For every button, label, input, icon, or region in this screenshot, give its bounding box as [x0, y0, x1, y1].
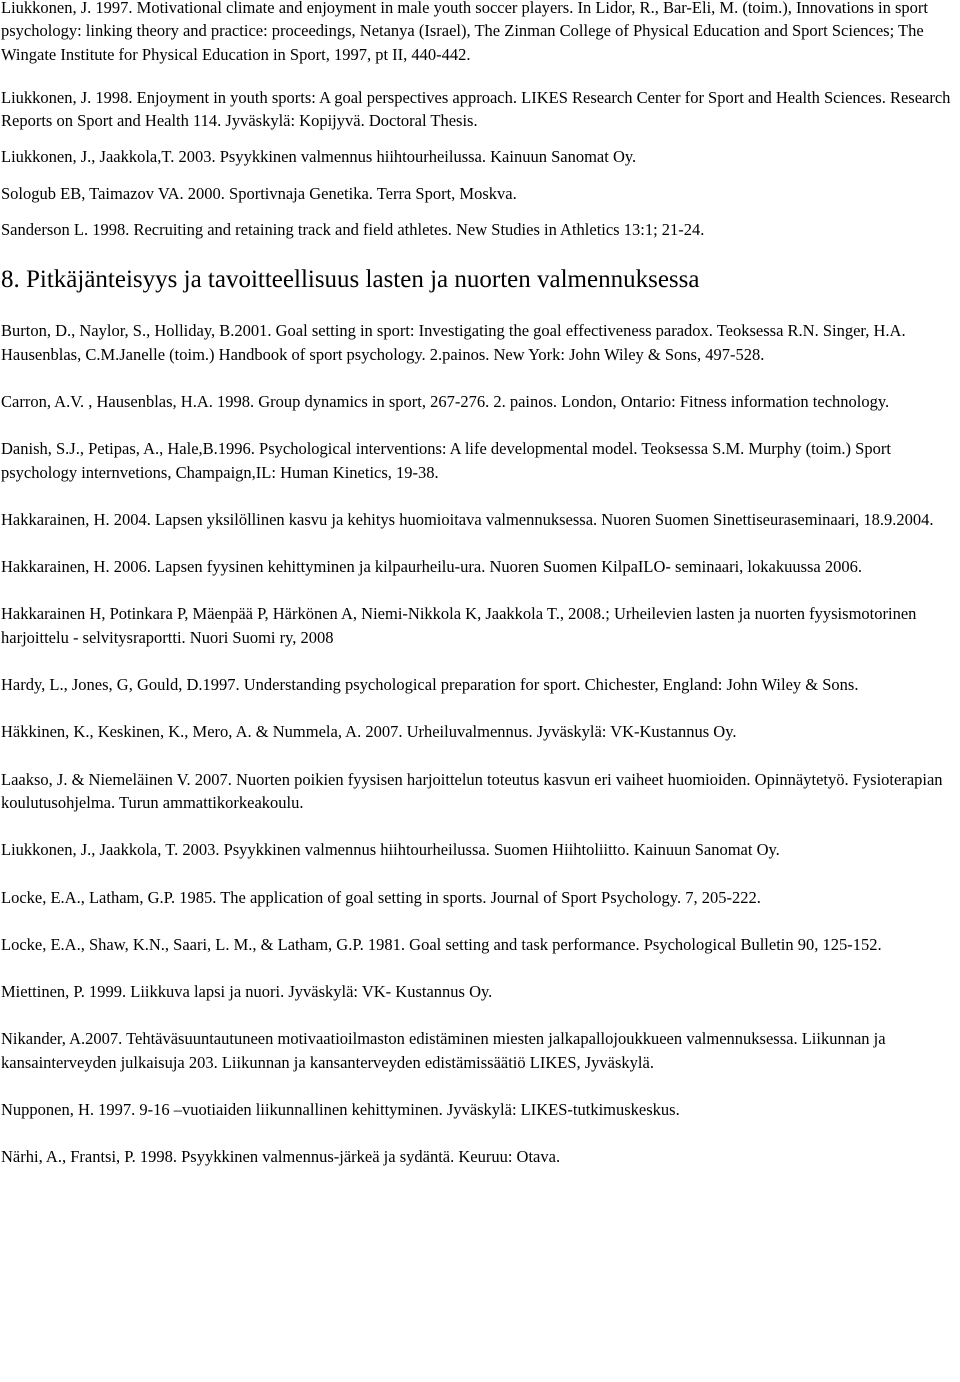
reference-entry: Hakkarainen H, Potinkara P, Mäenpää P, Härkönen A, Niemi-Nikkola K, Jaakkola T., 2008.; Urheilevien lasten ja nuorten fyysismotorinen harjoittelu - selvitysraportti. Nuori Suomi ry, 2008: [1, 604, 917, 647]
reference-entry: Sanderson L. 1998. Recruiting and retaining track and field athletes. New Studies in Athletics 13:1; 21-24.: [1, 220, 705, 240]
reference-entry: Burton, D., Naylor, S., Holliday, B.2001. Goal setting in sport: Investigating the goal effectiveness paradox. Teoksessa R.N. Singer, H.A. Hausenblas, C.M.Janelle (toim.) Handbook of sport psychology. 2.painos. New York: John Wiley & Sons, 497-528.: [1, 321, 906, 364]
reference-entry: Häkkinen, K., Keskinen, K., Mero, A. & Nummela, A. 2007. Urheiluvalmennus. Jyväskylä: VK-Kustannus Oy.: [1, 722, 737, 742]
reference-entry: Danish, S.J., Petipas, A., Hale,B.1996. Psychological interventions: A life developmental model. Teoksessa S.M. Murphy (toim.) Sport psychology internvetions, Champaign,IL: Human Kinetics, 19-38.: [1, 439, 891, 482]
reference-entry: Sologub EB, Taimazov VA. 2000. Sportivnaja Genetika. Terra Sport, Moskva.: [1, 183, 517, 203]
reference-entry: Hakkarainen, H. 2006. Lapsen fyysinen kehittyminen ja kilpaurheilu-ura. Nuoren Suomen KilpaILO- seminaari, lokakuussa 2006.: [1, 557, 862, 577]
reference-entry: Liukkonen, J. 1997. Motivational climate and enjoyment in male youth soccer players. In Lidor, R., Bar-Eli, M. (toim.), Innovations in sport psychology: linking theory and practice: proceedings, Netanya (Israel), The Zinman College of Physical Education and Sport Sciences; The Wingate Institute for Physical Education in Sport, 1997, pt II, 440-442.: [1, 0, 928, 64]
reference-entry: Närhi, A., Frantsi, P. 1998. Psyykkinen valmennus-järkeä ja sydäntä. Keuruu: Otava.: [1, 1147, 561, 1167]
reference-entry: Laakso, J. & Niemeläinen V. 2007. Nuorten poikien fyysisen harjoittelun toteutus kasvun eri vaiheet huomioiden. Opinnäytetyö. Fysioterapian koulutusohjelma. Turun ammattikorkeakoulu.: [1, 769, 943, 812]
reference-entry: Hardy, L., Jones, G, Gould, D.1997. Understanding psychological preparation for sport. Chichester, England: John Wiley & Sons.: [1, 675, 859, 695]
reference-entry: Hakkarainen, H. 2004. Lapsen yksilöllinen kasvu ja kehitys huomioitava valmennuksessa. Nuoren Suomen Sinettiseuraseminaari, 18.9.2004.: [1, 509, 934, 529]
reference-entry: Liukkonen, J. 1998. Enjoyment in youth sports: A goal perspectives approach. LIKES Research Center for Sport and Health Sciences. Research Reports on Sport and Health 114. Jyväskylä: Kopijyvä. Doctoral Thesis.: [1, 87, 951, 131]
reference-entry: Miettinen, P. 1999. Liikkuva lapsi ja nuori. Jyväskylä: VK- Kustannus Oy.: [1, 982, 493, 1002]
reference-list-top: [1, 0, 956, 241]
reference-list-bottom: [1, 319, 956, 1168]
reference-entry: Nikander, A.2007. Tehtäväsuuntautuneen motivaatioilmaston edistäminen miesten jalkapallojoukkueen valmennuksessa. Liikunnan ja kansainterveyden julkaisuja 203. Liikunnan ja kansanterveyden edistämissäätiö LIKES, Jyväskylä.: [1, 1029, 886, 1072]
document-page: [1, 0, 956, 1169]
section-heading: 8. Pitkäjänteisyys ja tavoitteellisuus lasten ja nuorten valmennuksessa: [1, 266, 700, 294]
reference-entry: Locke, E.A., Shaw, K.N., Saari, L. M., & Latham, G.P. 1981. Goal setting and task performance. Psychological Bulletin 90, 125-152.: [1, 934, 882, 954]
reference-entry: Carron, A.V. , Hausenblas, H.A. 1998. Group dynamics in sport, 267-276. 2. painos. London, Ontario: Fitness information technology.: [1, 391, 890, 411]
reference-entry: Locke, E.A., Latham, G.P. 1985. The application of goal setting in sports. Journal of Sport Psychology. 7, 205-222.: [1, 887, 761, 907]
reference-entry: Liukkonen, J., Jaakkola, T. 2003. Psyykkinen valmennus hiihtourheilussa. Suomen Hiihtoliitto. Kainuun Sanomat Oy.: [1, 840, 780, 860]
reference-entry: Liukkonen, J., Jaakkola,T. 2003. Psyykkinen valmennus hiihtourheilussa. Kainuun Sanomat Oy.: [1, 147, 637, 167]
reference-entry: Nupponen, H. 1997. 9-16 –vuotiaiden liikunnallinen kehittyminen. Jyväskylä: LIKES-tutkimuskeskus.: [1, 1100, 680, 1120]
